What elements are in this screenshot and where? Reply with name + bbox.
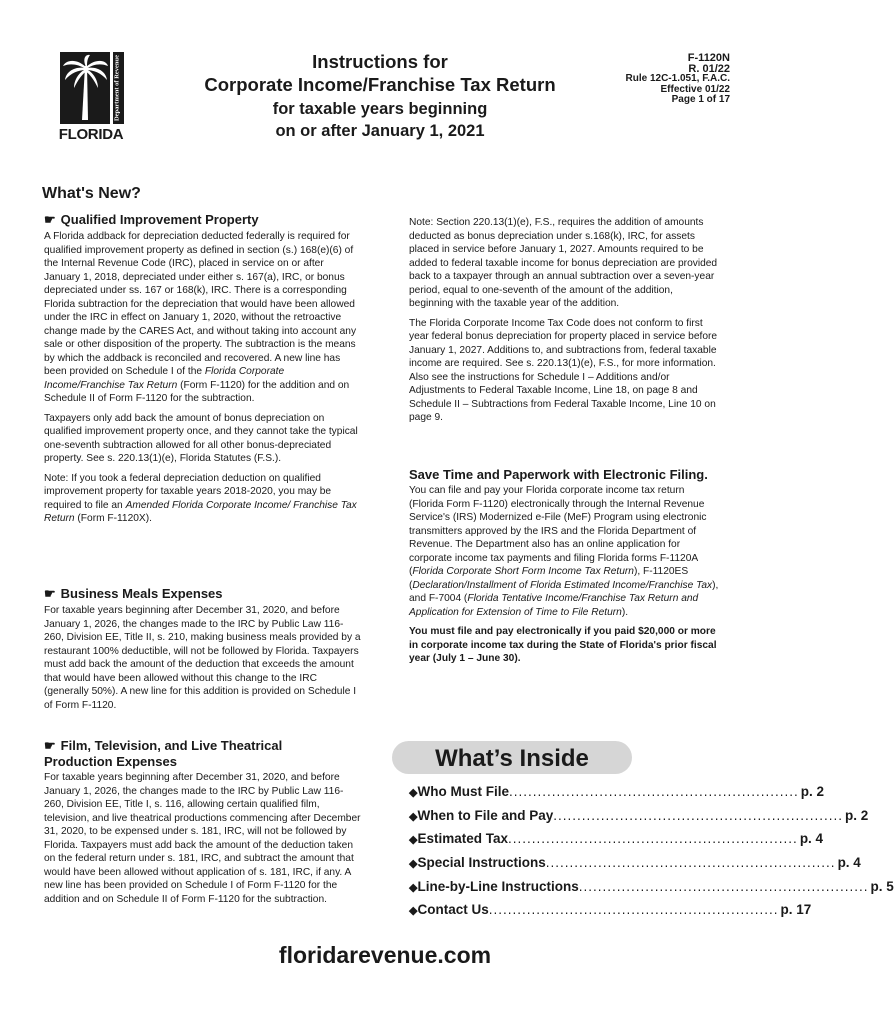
whats-new-heading: What's New? bbox=[42, 185, 141, 202]
document-subtitle bbox=[150, 98, 610, 142]
florida-dor-logo bbox=[60, 52, 124, 144]
diamond-bullet-icon: ◆ bbox=[409, 787, 418, 799]
qip-heading bbox=[44, 212, 362, 228]
title-line-1: Instructions for bbox=[312, 51, 448, 72]
toc-page: p. 17 bbox=[780, 902, 812, 918]
toc-label: Special Instructions bbox=[417, 855, 546, 871]
subtitle-line-2: on or after January 1, 2021 bbox=[275, 122, 485, 140]
toc-page: p. 4 bbox=[837, 855, 861, 871]
toc-page: p. 2 bbox=[800, 784, 825, 799]
toc-item[interactable] bbox=[409, 807, 869, 832]
toc-page: p. 2 bbox=[845, 807, 869, 823]
logo-vertical-text: Department of Revenue bbox=[113, 54, 121, 122]
pointing-hand-icon: ☛ bbox=[44, 586, 56, 601]
toc-page: p. 5 bbox=[870, 878, 894, 894]
right-note bbox=[409, 216, 719, 311]
qip-heading-text: Qualified Improvement Property bbox=[60, 212, 259, 227]
qip-section bbox=[44, 212, 362, 526]
efile-text-d: ). bbox=[621, 606, 629, 618]
qip-note-label: Note bbox=[44, 472, 66, 484]
bonus-depreciation-note bbox=[409, 216, 719, 425]
meals-section bbox=[44, 586, 362, 712]
website-url[interactable]: floridarevenue.com bbox=[278, 942, 492, 968]
efile-requirement: You must file and pay electronically if you paid $20,000 or more in corporate income tax during the State of Florida's prior fiscal year (July 1 – June 30). bbox=[409, 626, 717, 664]
efile-section bbox=[409, 467, 719, 666]
meals-heading bbox=[44, 586, 362, 602]
title-line-2: Corporate Income/Franchise Tax Return bbox=[204, 74, 556, 95]
diamond-bullet-icon: ◆ bbox=[409, 881, 418, 894]
efile-paragraph bbox=[409, 484, 719, 619]
qip-note-text: : If you took a federal depreciation deduction on qualified improvement property for taxable years 2018-2020, you may be required to file an bbox=[44, 472, 332, 511]
form-rule: Rule 12C-1.051, F.A.C. bbox=[625, 73, 730, 84]
toc-item[interactable] bbox=[409, 878, 894, 903]
diamond-bullet-icon: ◆ bbox=[409, 905, 418, 918]
efile-text-c: ), and F-7004 ( bbox=[409, 579, 719, 604]
film-paragraph: For taxable years beginning after December 31, 2020, and before January 1, 2026, the changes made to the IRC by Public Law 116-260, Division EE, Title I, s. 116, allowing certain qualified film, television, and live theatrical productions commencing after December 31, 2020, to be expensed under s. 181, IRC, will not be followed by Florida. Taxpayers must add back the amount of the deduction taken on the federal return under s. 181, IRC, and subtract the amount that would have been allowed without application of s. 181, IRC, if any. A new line has been provided on Schedule I of Form F-1120 for the addition and on Schedule II of Form F-1120 for the subtraction. bbox=[44, 772, 361, 905]
toc-leader: ............................................................. bbox=[553, 807, 844, 823]
form-effective: Effective 01/22 bbox=[660, 83, 730, 95]
diamond-bullet-icon: ◆ bbox=[409, 810, 418, 823]
qip-p1-form-name: Florida Corporate Income/Franchise Tax Return bbox=[44, 366, 285, 391]
diamond-bullet-icon: ◆ bbox=[409, 858, 418, 871]
efile-heading: Save Time and Paperwork with Electronic Filing. bbox=[409, 467, 708, 482]
toc-page: p. 4 bbox=[799, 831, 824, 847]
qip-p1-text-end: (Form F-1120) for the addition and on Schedule II of Form F-1120 for the subtraction. bbox=[44, 379, 350, 404]
toc-label: Line-by-Line Instructions bbox=[417, 878, 579, 894]
right-paragraph-2: The Florida Corporate Income Tax Code does not conform to first year federal bonus depreciation for property placed in service before January 1, 2027. Additions to, and subtractions from, federal taxable income are required. See s. 220.13(1)(e), F.S., for more information. Also see the instructions for Schedule I – Additions and/or Adjustments to Federal Taxable Income, Line 18, on page 8 and Schedule II – Subtractions from Federal Taxable Income, Line 10 on page 9. bbox=[409, 317, 718, 423]
form-number: F-1120N bbox=[687, 52, 730, 64]
film-heading bbox=[44, 738, 362, 770]
qip-p1-text: A Florida addback for depreciation deducted federally is required for qualified improvement property as defined in section (s.) 168(e)(6) of the Internal Revenue Code (IRC), placed in service on or after January 1, 2018, depreciated under either s. 167(a), IRC, or bonus depreciated under ss. 167 or 168(k), IRC. There is a corresponding Florida subtraction for the depreciation that would have been allowed under the IRC in effect on January 1, 2020, without the retroactive change made by the CARES Act, and without taking into account any sale or other disposition of the property. The subtraction is the means by which the addback is reconciled and recovered. A new line has been provided on Schedule I of the bbox=[44, 231, 357, 377]
form-identifier bbox=[626, 53, 730, 106]
subtitle-line-1: for taxable years beginning bbox=[272, 100, 488, 118]
efile-text-a: You can file and pay your Florida corporate income tax return (Florida Form F-1120) electronically through the Internal Revenue Service's (IRS) Modernized e-File (MeF) Program using electronic transmitters approved by the IRS and the Florida Department of Revenue. The Department also has an online application for corporate income tax payments and filing Florida forms F-1120A ( bbox=[409, 485, 707, 577]
right-note-text: : Section 220.13(1)(e), F.S., requires the addition of amounts deducted as bonus depreciation under s.168(k), IRC, for assets placed in service before January 1, 2027. Amounts required to be added to federal taxable income for bonus depreciation are provided back to a taxpayer through an annual subtraction over a seven-year period, equal to one-seventh of the amount of the addition, beginning with the taxable year of the addition. bbox=[409, 217, 718, 309]
form-revision: R. 01/22 bbox=[688, 62, 730, 75]
toc-leader: ............................................................. bbox=[578, 878, 869, 894]
toc-label: Contact Us bbox=[417, 902, 489, 918]
toc-item[interactable] bbox=[409, 902, 812, 926]
meals-paragraph: For taxable years beginning after December 31, 2020, and before January 1, 2026, the changes made to the IRC by Public Law 116-260, Division EE, Title II, s. 210, making business meals provided by a restaurant 100% deductible, will not be followed by Florida. Taxpayers must add back the amount of the deduction that exceeds the amount that would have been allowed without this change to the IRC (generally 50%). A new line for this addition is provided on Schedule I of Form F-1120. bbox=[44, 605, 361, 711]
toc-label: When to File and Pay bbox=[417, 807, 554, 823]
qip-paragraph-1 bbox=[44, 230, 362, 406]
efile-form-f1120es: Declaration/Installment of Florida Estimated Income/Franchise Tax bbox=[412, 579, 713, 591]
toc-leader: ............................................................. bbox=[488, 902, 779, 918]
efile-text-b: ), F-1120ES ( bbox=[409, 566, 689, 591]
qip-note-form-name: Amended Florida Corporate Income/ Franchise Tax Return bbox=[44, 499, 357, 524]
toc-label: Who Must File bbox=[417, 784, 509, 799]
document-title bbox=[150, 50, 610, 96]
toc-item[interactable] bbox=[409, 855, 861, 879]
film-heading-line-2: Production Expenses bbox=[44, 754, 177, 769]
qip-note bbox=[44, 472, 362, 526]
toc-item[interactable] bbox=[409, 831, 824, 855]
toc-leader: ............................................................. bbox=[545, 855, 836, 871]
whats-inside-heading: What’s Inside bbox=[392, 741, 632, 774]
film-section bbox=[44, 738, 362, 906]
toc-leader: ............................................................. bbox=[508, 831, 798, 847]
toc-item[interactable] bbox=[409, 784, 825, 808]
qip-paragraph-2: Taxpayers only add back the amount of bonus depreciation on qualified improvement property once, and they cannot take the typical one-seventh subtraction allowed for all other bonus-depreciated property. See s. 220.13(1)(e), Florida Statutes (F.S.). bbox=[44, 412, 358, 464]
right-note-label: Note bbox=[409, 217, 431, 228]
page-number: Page 1 of 17 bbox=[671, 94, 730, 105]
pointing-hand-icon: ☛ bbox=[44, 738, 56, 753]
pointing-hand-icon: ☛ bbox=[44, 212, 56, 227]
table-of-contents bbox=[409, 784, 894, 926]
diamond-bullet-icon: ◆ bbox=[409, 834, 418, 847]
toc-leader: ............................................................. bbox=[508, 784, 799, 799]
meals-heading-text: Business Meals Expenses bbox=[60, 586, 223, 601]
logo-text: FLORIDA bbox=[58, 126, 124, 143]
qip-note-text-end: (Form F-1120X). bbox=[74, 513, 152, 524]
film-heading-line-1: Film, Television, and Live Theatrical bbox=[60, 738, 283, 753]
efile-form-f1120a: Florida Corporate Short Form Income Tax Return bbox=[412, 566, 634, 577]
toc-label: Estimated Tax bbox=[417, 831, 509, 847]
efile-form-f7004: Florida Tentative Income/Franchise Tax Return and Application for Extension of Time to File Return bbox=[409, 593, 699, 618]
